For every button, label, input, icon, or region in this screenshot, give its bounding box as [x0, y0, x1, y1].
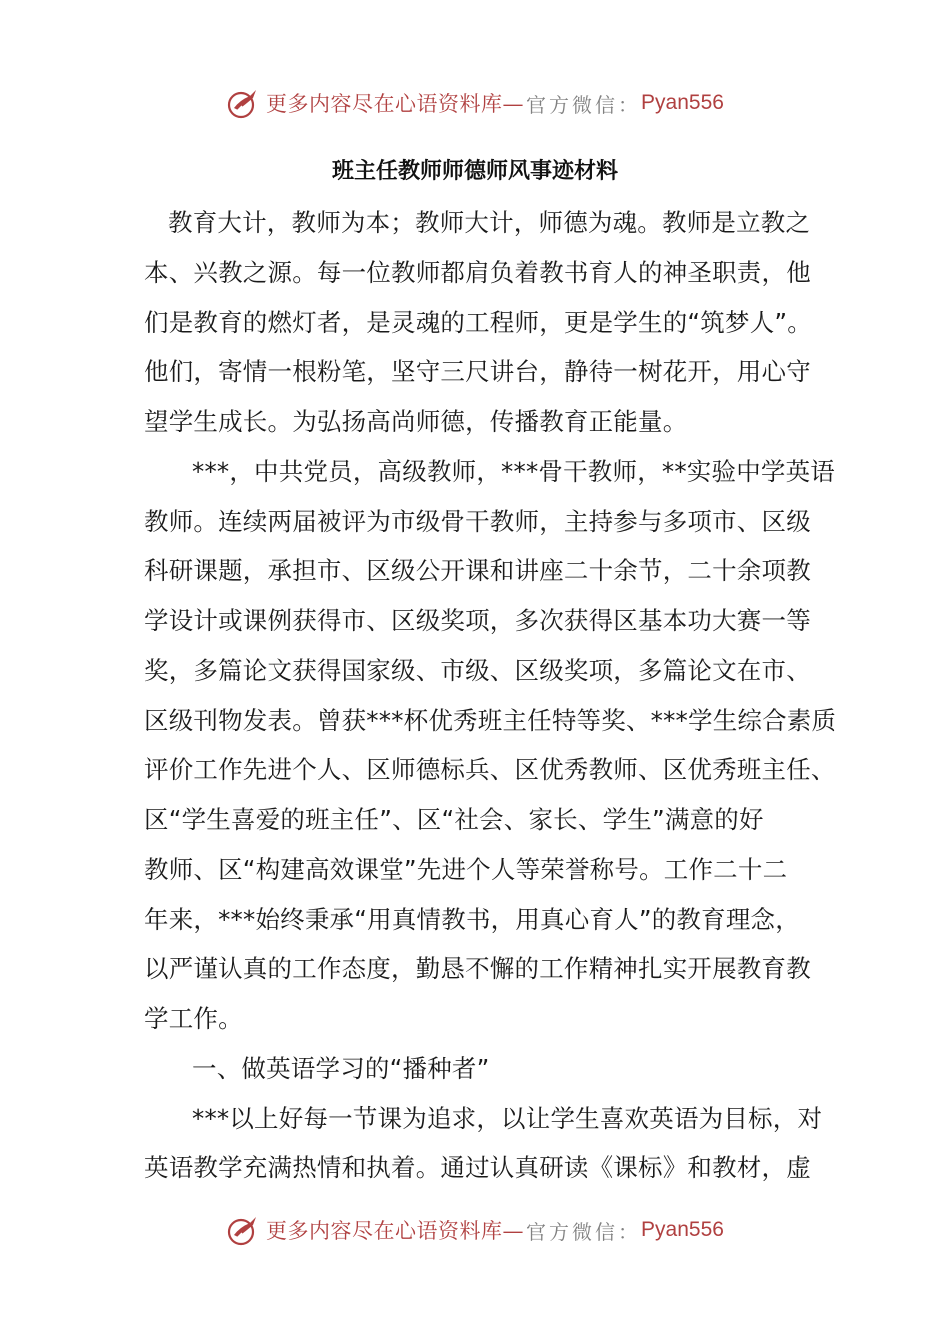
paragraph-line: 英语教学充满热情和执着。通过认真研读《课标》和教材，虚	[144, 1153, 811, 1183]
watermark-text: 更多内容尽在心语资料库—	[266, 92, 525, 116]
paragraph-line: 年来，***始终秉承“用真情教书，用真心育人”的教育理念，	[144, 904, 800, 934]
paragraph-line: 评价工作先进个人、区师德标兵、区优秀教师、区优秀班主任、	[144, 755, 836, 785]
paragraph-line: ***以上好每一节课为追求，以让学生喜欢英语为目标，对	[192, 1103, 823, 1133]
watermark-text: 更多内容尽在心语资料库—	[266, 1219, 525, 1243]
watermark-wechat-label: 官方微信：	[526, 92, 642, 117]
paragraph-line: 以严谨认真的工作态度，勤恳不懈的工作精神扎实开展教育教	[144, 954, 811, 984]
paragraph-line: 教师、区“构建高效课堂”先进个人等荣誉称号。工作二十二	[144, 854, 788, 884]
paragraph-line: 教育大计，教师为本；教师大计，师德为魂。教师是立教之	[168, 208, 811, 237]
document-body	[144, 198, 837, 1193]
document-title: 班主任教师师德师风事迹材料	[331, 159, 618, 184]
paragraph-line: 他们，寄情一根粉笔，坚守三尺讲台，静待一树花开，用心守	[144, 357, 811, 387]
quill-seal-icon	[226, 86, 260, 120]
paragraph-line: ***，中共党员，高级教师，***骨干教师，**实验中学英语	[192, 456, 835, 486]
watermark-wechat-id: Pyan556	[641, 1218, 724, 1241]
paragraph-line: 科研课题，承担市、区级公开课和讲座二十余节，二十余项教	[144, 556, 811, 586]
watermark-banner-bottom	[0, 1210, 950, 1250]
paragraph-line: 区级刊物发表。曾获***杯优秀班主任特等奖、***学生综合素质	[144, 705, 837, 735]
section-heading: 一、做英语学习的“播种者”	[192, 1053, 490, 1083]
paragraph-line: 本、兴教之源。每一位教师都肩负着教书育人的神圣职责，他	[144, 257, 811, 287]
watermark-wechat-id: Pyan556	[641, 91, 724, 114]
paragraph-line: 学设计或课例获得市、区级奖项，多次获得区基本功大赛一等	[144, 606, 811, 635]
watermark-wechat-label: 官方微信：	[526, 1219, 642, 1244]
quill-seal-icon	[226, 1213, 260, 1247]
paragraph-line: 区“学生喜爱的班主任”、区“社会、家长、学生”满意的好	[144, 805, 764, 834]
paragraph-line: 学工作。	[144, 1004, 243, 1033]
paragraph-line: 奖，多篇论文获得国家级、市级、区级奖项，多篇论文在市、	[144, 655, 811, 685]
paragraph-line: 望学生成长。为弘扬高尚师德，传播教育正能量。	[144, 407, 688, 436]
paragraph-line: 教师。连续两届被评为市级骨干教师，主持参与多项市、区级	[144, 506, 811, 536]
paragraph-line: 们是教育的燃灯者，是灵魂的工程师，更是学生的“筑梦人”。	[144, 307, 812, 337]
watermark-banner-top	[0, 83, 950, 123]
